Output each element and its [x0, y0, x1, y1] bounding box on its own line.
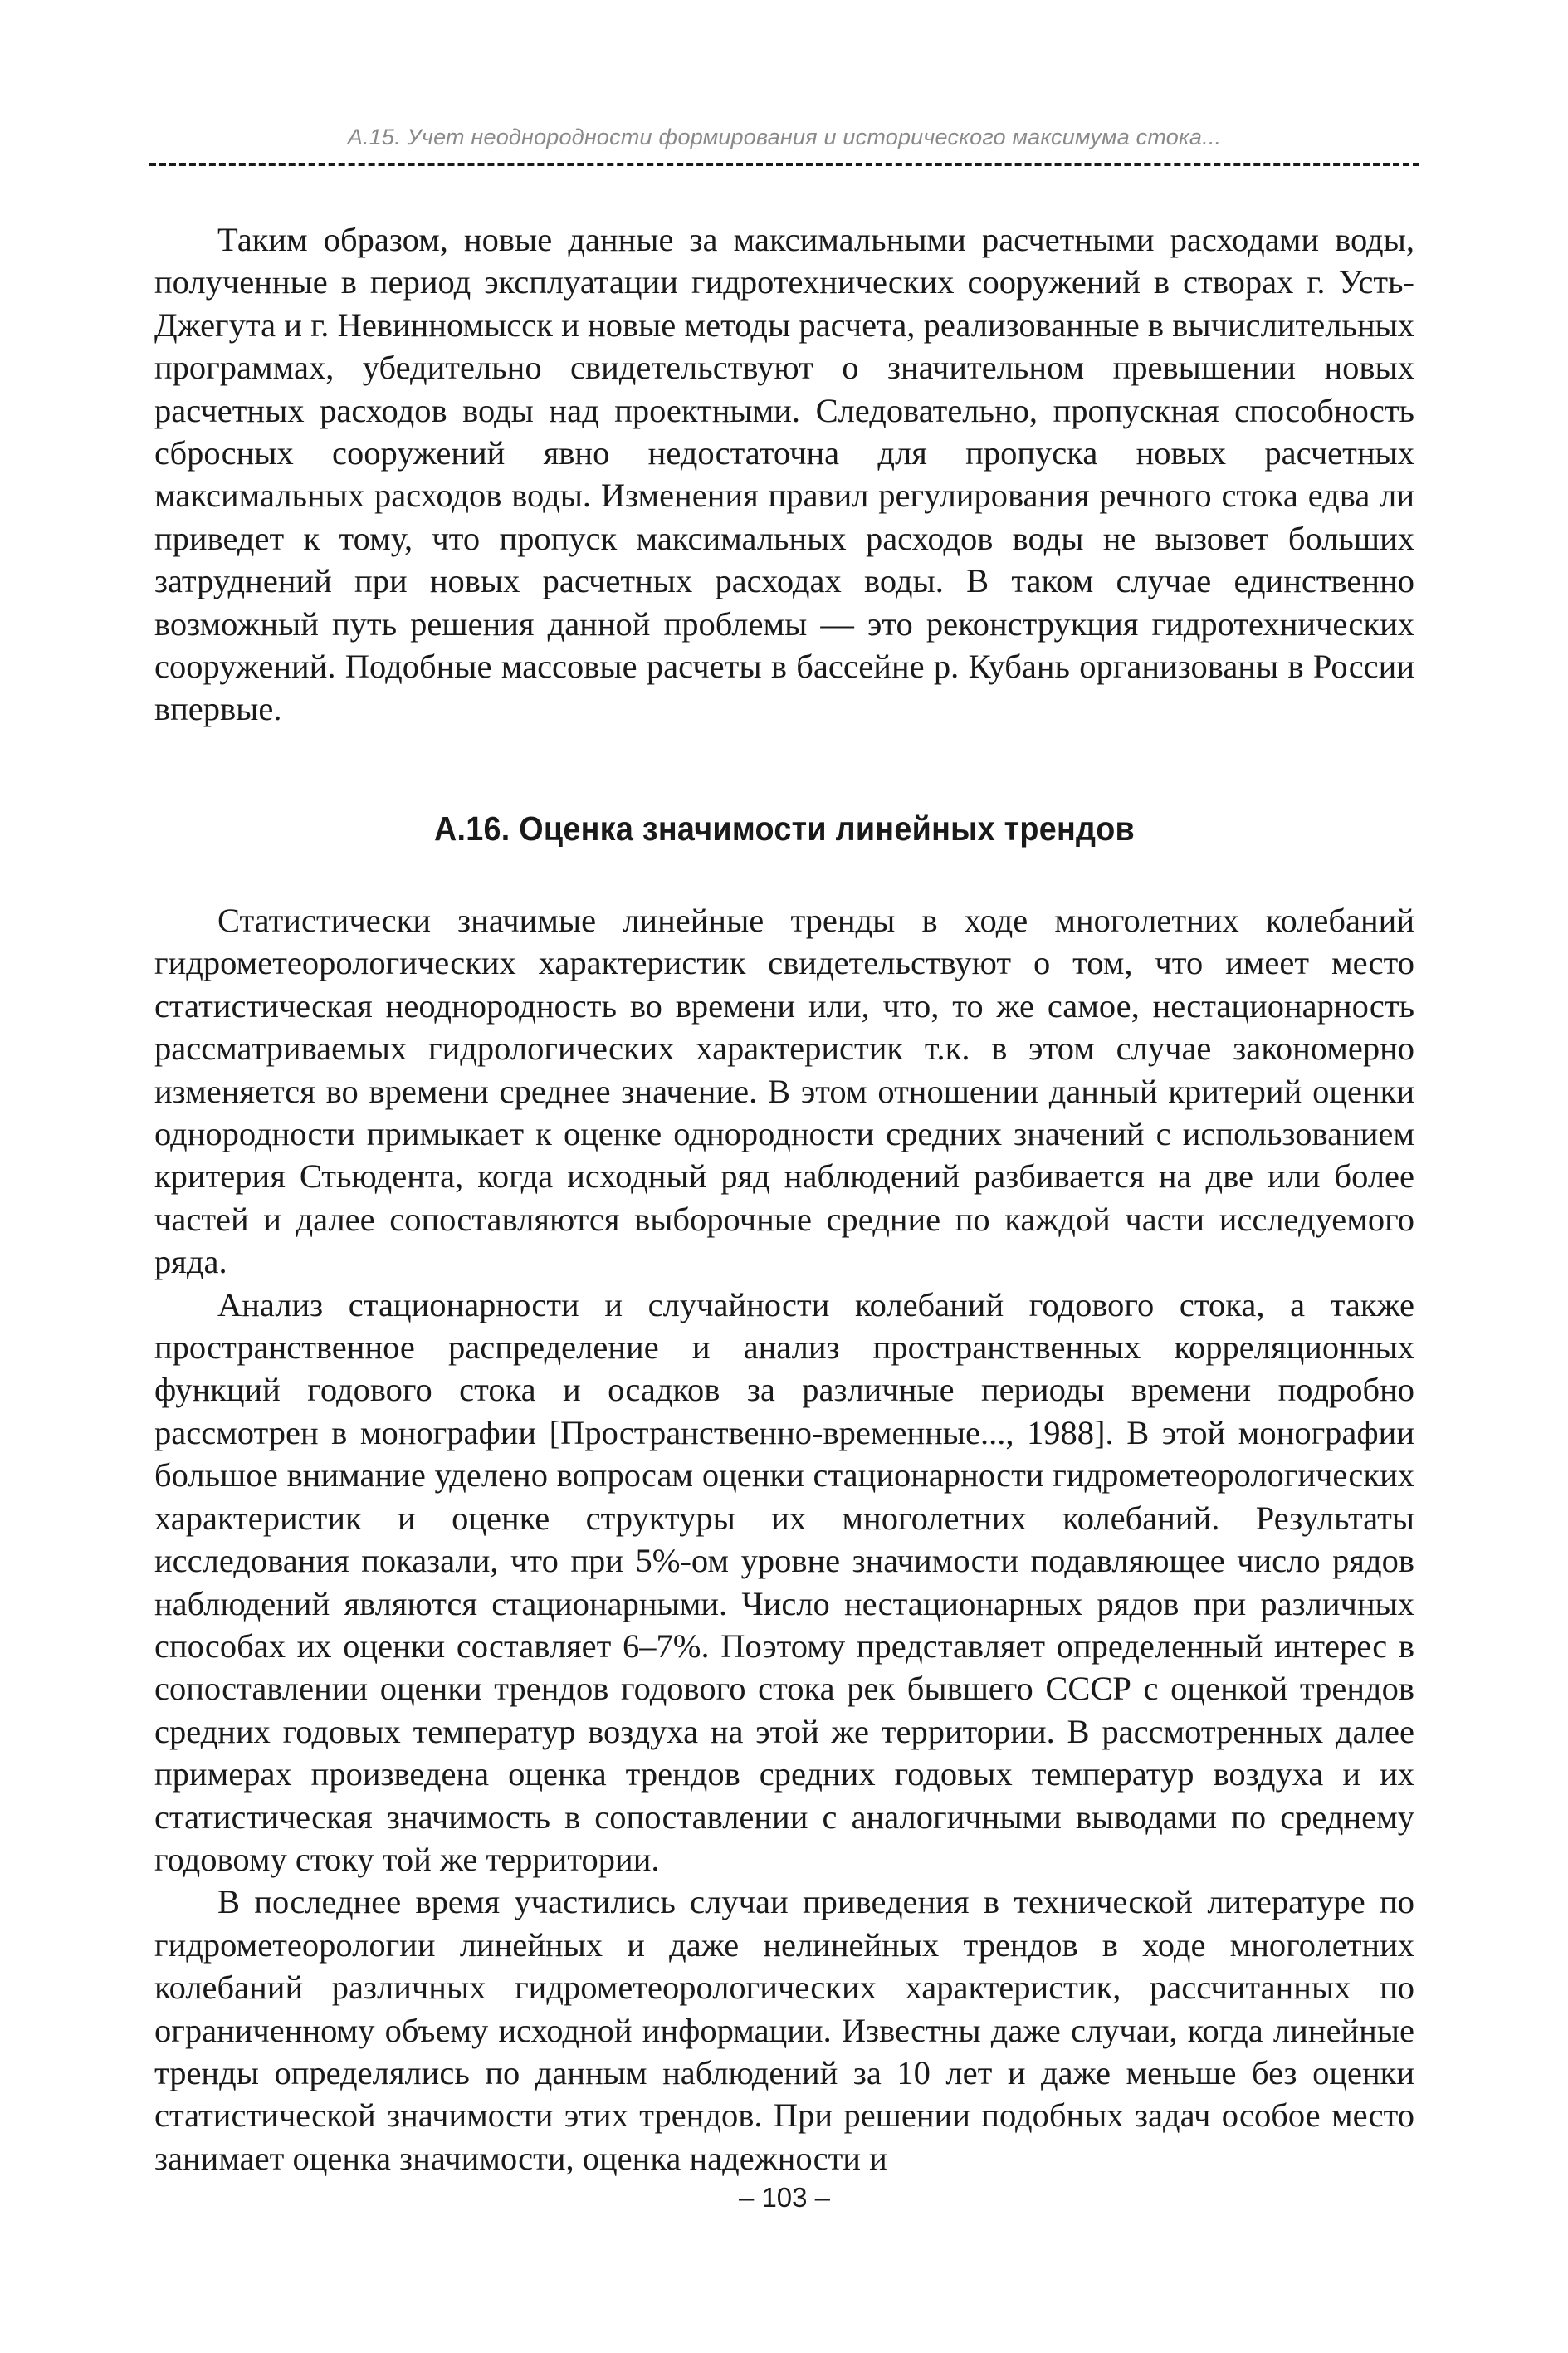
section-title: А.16. Оценка значимости линейных трендов — [433, 810, 1136, 848]
running-header: А.15. Учет неоднородности формирования и исторического максимума стока... — [347, 125, 1222, 149]
paragraph: В последнее время участились случаи приведения в технической литературе по гидрометеорологии линейных и даже нелинейных трендов в ходе многолетних колебаний различных гидрометеорологических характеристик, рассчитанных по ограниченному объему исходной информации. Известны даже случаи, когда линейные тренды определялись по данным наблюдений за 10 лет и даже меньше без оценки статистической значимости этих трендов. При решении подобных задач особое место занимает оценка значимости, оценка надежности и — [154, 1883, 1414, 2177]
section-a15-body — [154, 218, 1414, 731]
page-number: – 103 – — [738, 2182, 831, 2213]
section-a16-body — [154, 899, 1414, 2179]
paragraph: Статистически значимые линейные тренды в ходе многолетних колебаний гидрометеорологических характеристик свидетельствуют о том, что имеет место статистическая неоднородность во времени или, что, то же самое, нестационарность рассматриваемых гидрологических характеристик т.к. в этом случае закономерно изменяется во времени среднее значение. В этом отношении данный критерий оценки однородности примыкает к оценке однородности средних значений с использованием критерия Стьюдента, когда исходный ряд наблюдений разбивается на две или более частей и далее сопоставляются выборочные средние по каждой части исследуемого ряда. — [154, 902, 1414, 1281]
paragraph: Таким образом, новые данные за максимальными расчетными расходами воды, полученные в период эксплуатации гидротехнических сооружений в створах г. Усть-Джегута и г. Невинномысск и новые методы расчета, реализованные в вычислительных программах, убедительно свидетельствуют о значительном превышении новых расчетных расходов воды над проектными. Следовательно, пропускная способность сбросных сооружений явно недостаточна для пропуска новых расчетных максимальных расходов воды. Изменения правил регулирования речного стока едва ли приведет к тому, что пропуск максимальных расходов воды не вызовет больших затруднений при новых расчетных расходах воды. В таком случае единственно возможный путь решения данной проблемы — это реконструкция гидротехнических сооружений. Подобные массовые расчеты в бассейне р. Кубань организованы в России впервые. — [154, 221, 1414, 728]
header-divider — [149, 163, 1419, 166]
paragraph: Анализ стационарности и случайности колебаний годового стока, а также пространственное распределение и анализ пространственных корреляционных функций годового стока и осадков за различные периоды времени подробно рассмотрен в монографии [Пространственно-временные..., 1988]. В этой монографии большое внимание уделено вопросам оценки стационарности гидрометеорологических характеристик и оценке структуры их многолетних колебаний. Результаты исследования показали, что при 5%-ом уровне значимости подавляющее число рядов наблюдений являются стационарными. Число нестационарных рядов при различных способах их оценки составляет 6–7%. Поэтому представляет определенный интерес в сопоставлении оценки трендов годового стока рек бывшего СССР с оценкой трендов средних годовых температур воздуха на этой же территории. В рассмотренных далее примерах произведена оценка трендов средних годовых температур воздуха и их статистическая значимость в сопоставлении с аналогичными выводами по среднему годовому стоку той же территории. — [154, 1285, 1414, 1878]
